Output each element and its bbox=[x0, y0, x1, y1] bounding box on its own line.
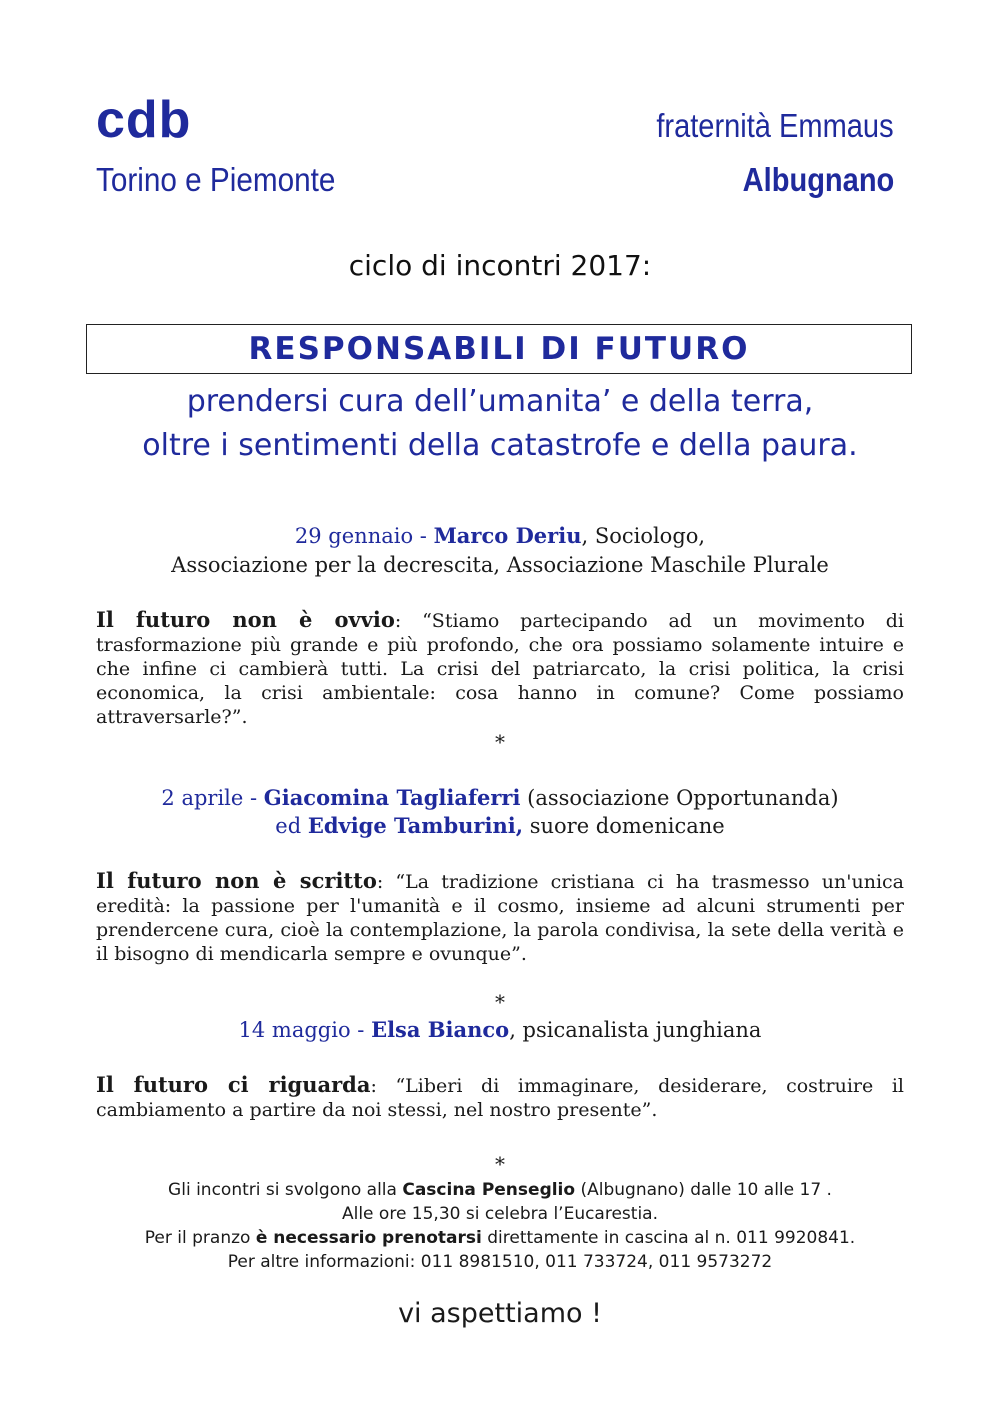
event-2-speaker-2: Edvige Tamburini, bbox=[307, 813, 524, 838]
series-label: ciclo di incontri 2017: bbox=[348, 249, 652, 282]
event-1-header bbox=[0, 522, 1000, 550]
region-label: Torino e Piemonte bbox=[96, 161, 336, 198]
practical-info bbox=[0, 1178, 1000, 1274]
info-line-4: Per altre informazioni: 011 8981510, 011 733724, 011 9573272 bbox=[227, 1252, 773, 1272]
event-3-speaker: Elsa Bianco bbox=[371, 1017, 510, 1042]
event-1-date: 29 gennaio - bbox=[294, 524, 434, 548]
closing-line: vi aspettiamo ! bbox=[398, 1298, 602, 1329]
event-3-description bbox=[96, 1073, 904, 1122]
fraternity-label: fraternità Emmaus bbox=[656, 107, 894, 144]
booking-required: è necessario prenotarsi bbox=[255, 1228, 482, 1248]
event-2-role-2: suore domenicane bbox=[523, 814, 725, 838]
event-3-lead: Il futuro ci riguarda bbox=[96, 1072, 371, 1097]
info-line-3-c: direttamente in cascina al n. 011 9920841. bbox=[481, 1228, 856, 1248]
cdb-logo: cdb bbox=[96, 91, 192, 149]
subtitle-line-2: oltre i sentimenti della catastrofe e della paura. bbox=[142, 428, 858, 463]
event-3-header bbox=[0, 1016, 1000, 1044]
event-1-speaker: Marco Deriu bbox=[433, 523, 582, 548]
event-2-date: 2 aprile - bbox=[161, 786, 264, 810]
event-1-affiliation: Associazione per la decrescita, Associazione Maschile Plurale bbox=[171, 553, 829, 577]
event-2-description bbox=[96, 869, 904, 966]
info-line-3 bbox=[0, 1226, 1000, 1250]
event-2-header bbox=[0, 784, 1000, 812]
info-line-2: Alle ore 15,30 si celebra l’Eucarestia. bbox=[341, 1204, 658, 1224]
event-2-text: : “La tradizione cristiana ci ha trasmesso un'unica eredità: la passione per l'umanità e il cosmo, insieme ad alcuni strumenti per prendercene cura, cioè la contemplazione, la parola condivisa, la sete della verità e il bisogno di mendicarla sempre e ovunque”. bbox=[96, 871, 904, 965]
event-1-text: : “Stiamo partecipando ad un movimento di trasformazione più grande e più profondo, che ora possiamo solamente intuire e che infine ci cambierà tutti. La crisi del patriarcato, la crisi politica, la crisi economica, la crisi ambientale: cosa hanno in comune? Come possiamo attraversarle?”. bbox=[96, 610, 905, 728]
info-line-3-a: Per il pranzo bbox=[144, 1228, 256, 1248]
main-title: RESPONSABILI DI FUTURO bbox=[248, 331, 750, 367]
event-3-text: : “Liberi di immaginare, desiderare, costruire il cambiamento a partire da noi stessi, nel nostro presente”. bbox=[96, 1075, 905, 1121]
event-1-lead: Il futuro non è ovvio bbox=[96, 607, 395, 632]
separator-3: * bbox=[495, 1152, 505, 1176]
event-2-lead: Il futuro non è scritto bbox=[96, 868, 377, 893]
info-line-1-c: (Albugnano) dalle 10 alle 17 . bbox=[575, 1180, 832, 1200]
separator-2: * bbox=[495, 990, 505, 1014]
event-2-speaker: Giacomina Tagliaferri bbox=[263, 785, 521, 810]
event-2-header-line-2 bbox=[0, 812, 1000, 840]
event-2-line2-prefix: ed bbox=[275, 814, 308, 838]
info-line-1-a: Gli incontri si svolgono alla bbox=[168, 1180, 403, 1200]
event-3-role: , psicanalista junghiana bbox=[509, 1018, 762, 1042]
title-box bbox=[86, 324, 912, 374]
venue-name: Cascina Penseglio bbox=[402, 1180, 576, 1200]
location-label: Albugnano bbox=[742, 161, 894, 198]
event-2-role: (associazione Opportunanda) bbox=[520, 786, 839, 810]
info-line-1 bbox=[0, 1178, 1000, 1202]
event-1-role: , Sociologo, bbox=[581, 524, 706, 548]
event-3-date: 14 maggio - bbox=[238, 1018, 372, 1042]
separator-1: * bbox=[495, 730, 505, 754]
subtitle-line-1: prendersi cura dell’umanita’ e della terra, bbox=[186, 384, 814, 419]
event-1-description bbox=[96, 608, 904, 729]
